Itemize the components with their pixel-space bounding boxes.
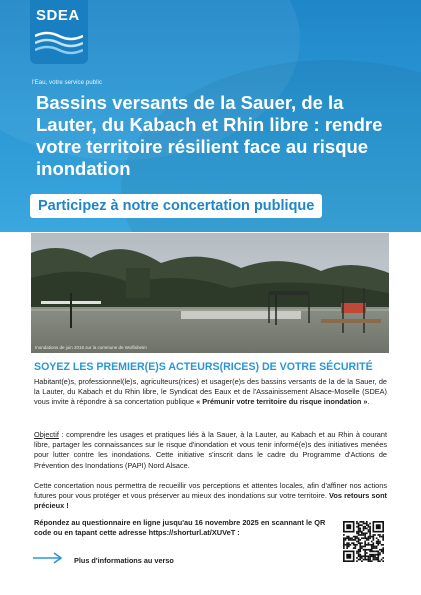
flood-photo: [31, 233, 389, 353]
qr-code-icon[interactable]: [343, 521, 384, 562]
intro-paragraph: [34, 377, 387, 408]
concertation-name: « Prémunir votre territoire du risque inondation »: [196, 397, 368, 407]
objective-label: Objectif: [34, 430, 59, 439]
purpose-text: Cette concertation nous permettra de recueillir vos perceptions et attentes locales, afin d'affiner nos actions futures pour vous protéger et vous préserver au mieux des inondations sur votre territoire.: [34, 481, 387, 501]
arrow-right-icon: [33, 552, 63, 564]
logo-waves-icon: [35, 30, 83, 58]
intro-text: Habitant(e)s, professionnel(le)s, agriculteurs(rices) et usager(e)s des bassins versants de la de la Sauer, de la Lauter, du Kabach et du Rhin libre, le Syndicat des Eaux et de l'Assainissement Alsace-Moselle (SDEA) vous invite à répondre à sa concertation publique: [34, 377, 387, 407]
page-title: Bassins versants de la Sauer, de la Lauter, du Kabach et Rhin libre : rendre votre territoire résilient face au risque inondation: [36, 92, 383, 179]
header-banner: [0, 0, 421, 232]
flood-photo-image: [31, 233, 389, 353]
objective-paragraph: [34, 430, 387, 471]
intro-end: .: [367, 397, 370, 407]
section-title: SOYEZ LES PREMIER(E)S ACTEURS(RICES) DE VOTRE SÉCURITÉ: [34, 361, 373, 373]
more-info-text: Plus d'informations au verso: [74, 556, 174, 565]
survey-instructions: Répondez au questionnaire en ligne jusqu'au 16 novembre 2025 en scannant le QR code ou en tapant cette adresse https://shorturl.at/XUVeT :: [34, 518, 326, 538]
cta-banner: Participez à notre concertation publique: [30, 194, 322, 218]
logo-text: SDEA: [36, 7, 80, 24]
tagline: l'Eau, votre service public: [32, 79, 102, 86]
photo-caption: Inondations de juin 2016 sur la commune de Wolfisheim: [35, 345, 147, 350]
purpose-paragraph: [34, 481, 387, 512]
objective-text: : comprendre les usages et pratiques liés à la Sauer, à la Lauter, au Kabach et au Rhin à courant libre, partager les connaissances sur le risque d'inondation et vous tenir informé(e)s des initiatives menées pour lutter contre les inondations. Cette initiative s'inscrit dans le cadre du Programme d'Actions de Prévention des Inondations (PAPI) Nord Alsace.: [34, 430, 387, 470]
sdea-logo: [30, 0, 88, 64]
purpose-emphasis: Vos retours sont précieux !: [34, 491, 387, 511]
